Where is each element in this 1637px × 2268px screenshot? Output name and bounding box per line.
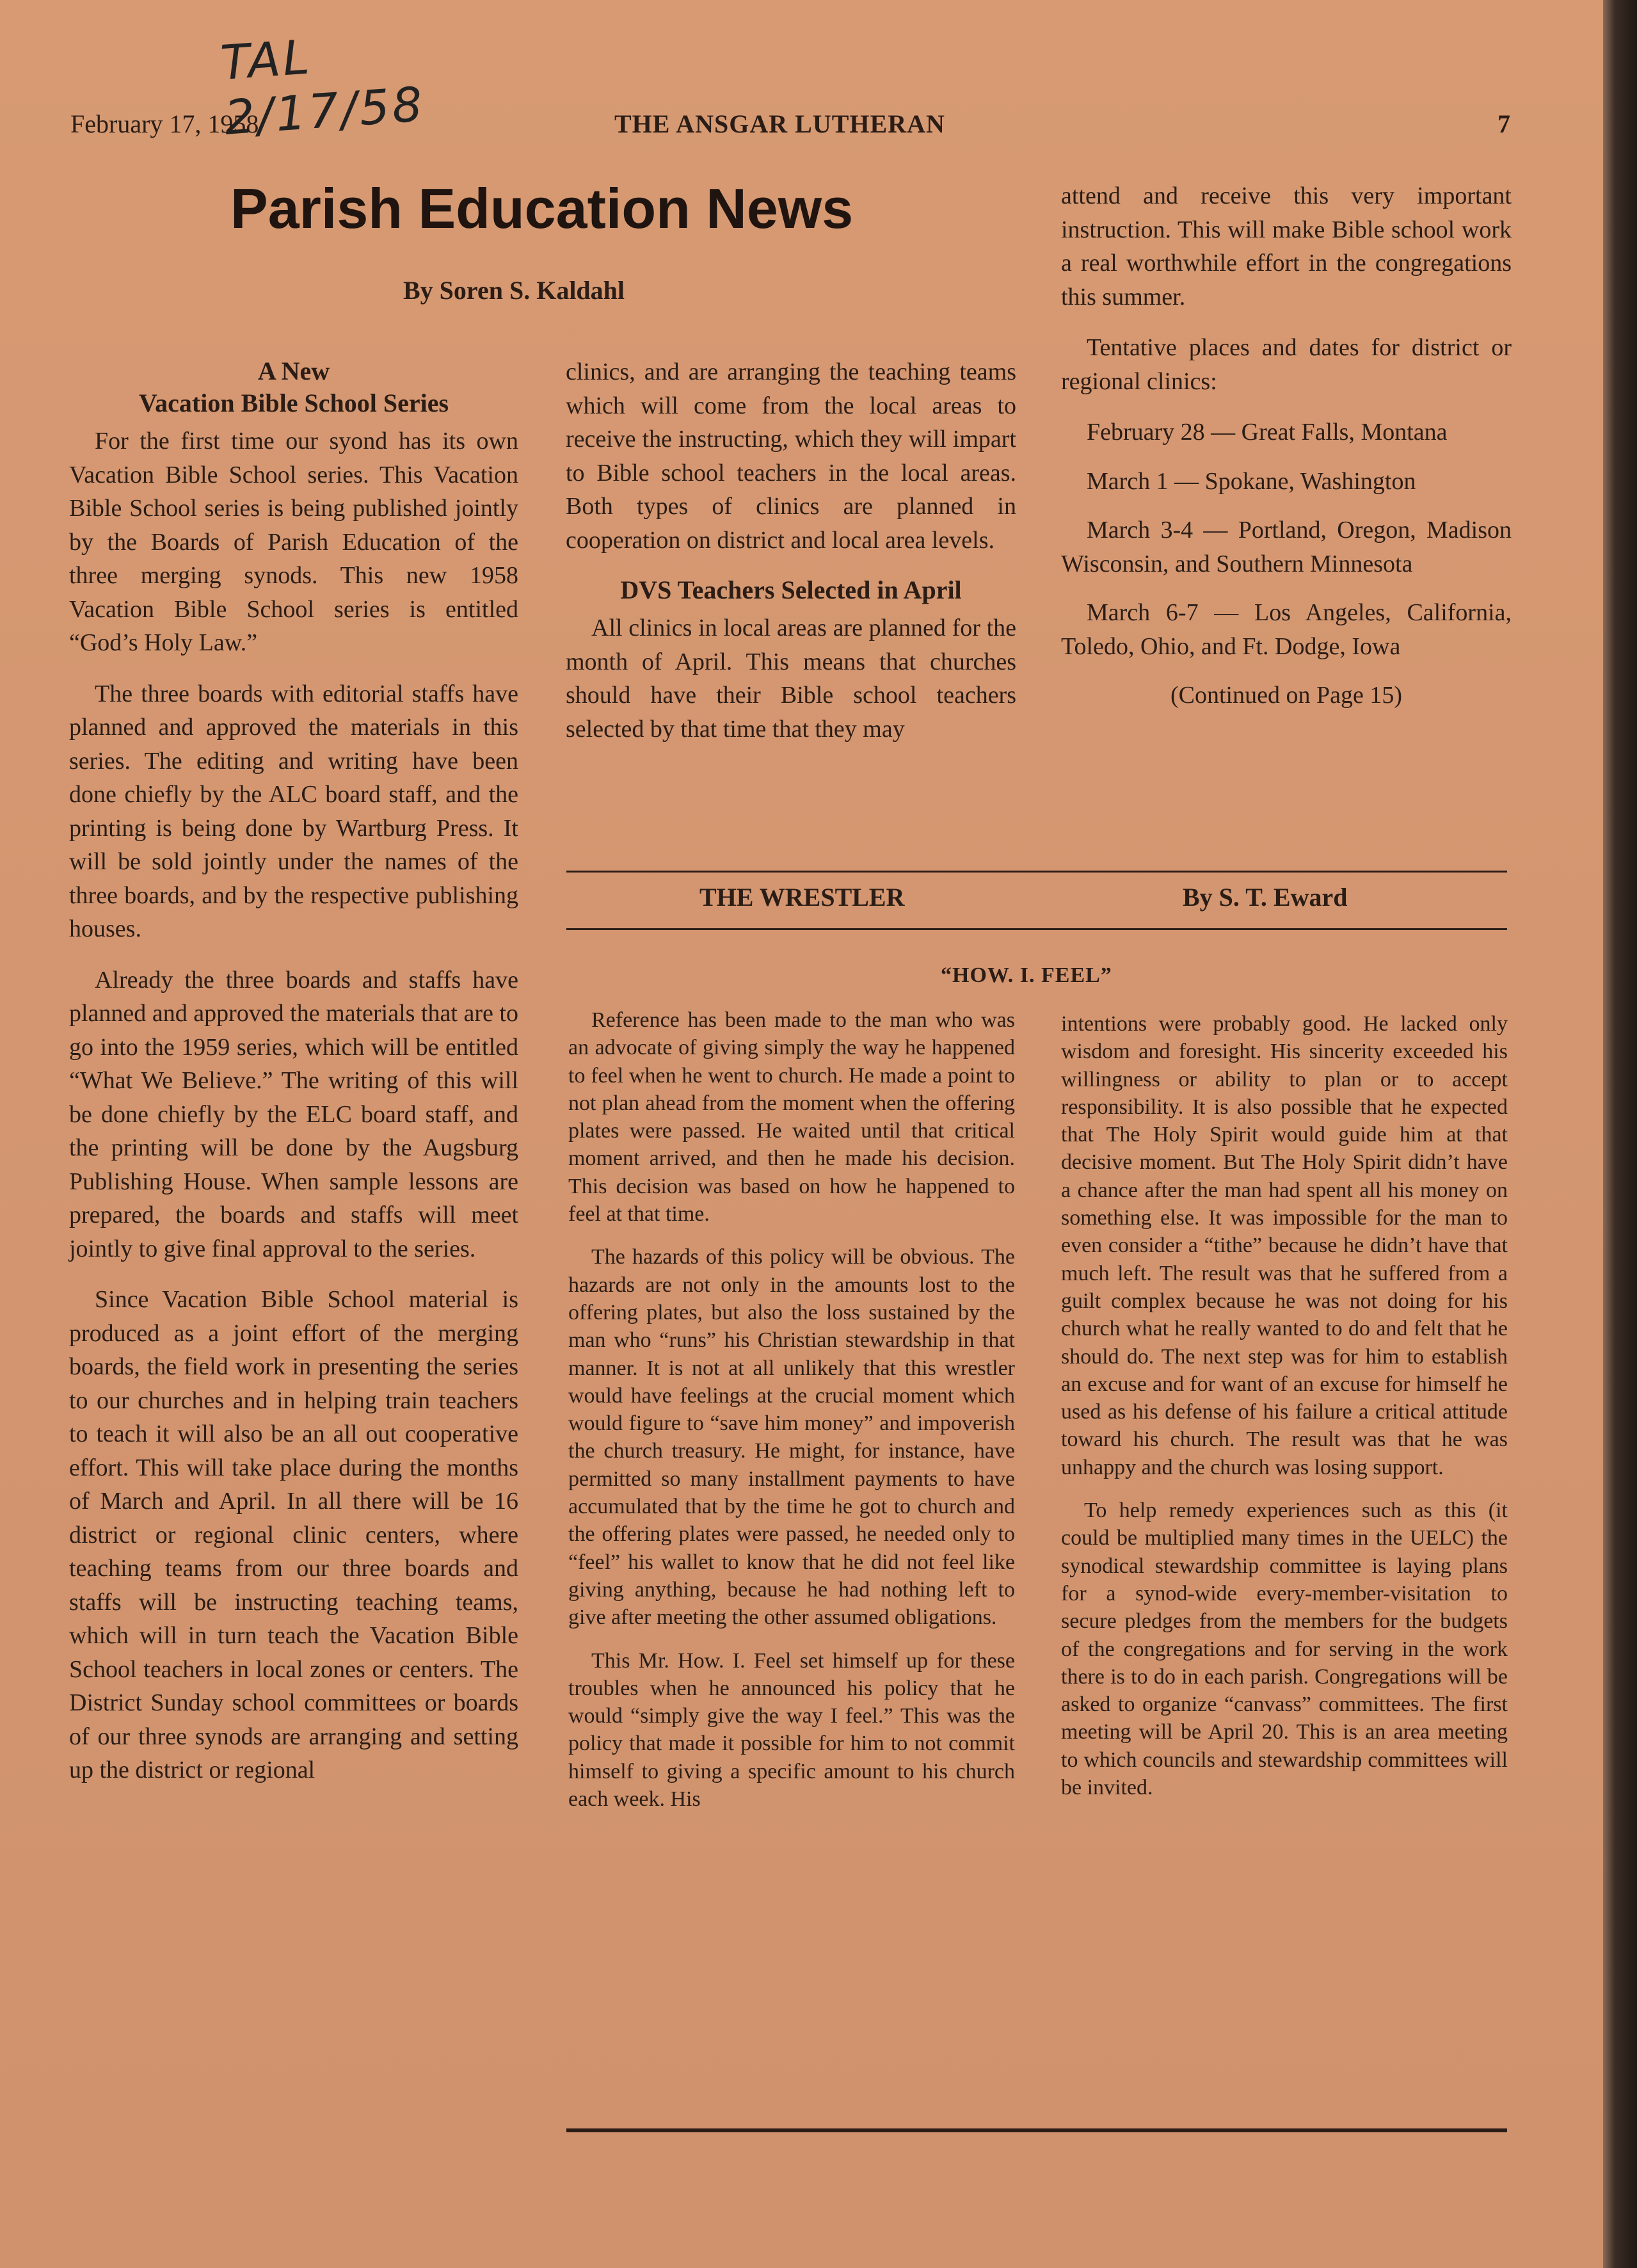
clinic-date: March 3-4 — Portland, Oregon, Madison Wisconsin, and Southern Minnesota: [1061, 517, 1512, 577]
page-bottom-rule: [566, 2128, 1507, 2132]
clinic-date: March 6-7 — Los Angeles, California, Toledo, Ohio, and Ft. Dodge, Iowa: [1061, 599, 1512, 660]
paragraph: intentions were probably good. He lacked only wisdom and foresight. His sincerity exceeded his willingness or ability to plan or to accept responsibility. It is also possible that he expected that The Holy Spirit would guide him at that decisive moment. But The Holy Spirit didn’t have a chance after the man had spent all his money on something else. It was impossible for the man to even consider a “tithe” because he didn’t have that much left. The result was that he suffered from a guilt complex because he was not doing for his church what he really wanted to do and felt that he should do. The next step was for him to establish an excuse and for want of an excuse for himself he used as his defense of his failure a critical attitude toward his church. The result was that he was unhappy and the church was losing support.: [1061, 1012, 1508, 1479]
masthead-date: February 17, 1958: [70, 109, 259, 138]
paragraph: Already the three boards and staffs have planned and approved the materials that are to go into the 1959 series, which will be entitled “What We Believe.” The writing of this will be done chiefly by the ELC board staff, and the printing will be done by the Augsburg Publishing House. When sample lessons are prepared, the boards and staffs will meet jointly to give final approval to the series.: [69, 966, 518, 1262]
section-heading: [69, 355, 518, 419]
article1-column-2: [566, 355, 1016, 763]
article1-column-1: [69, 355, 518, 1805]
section-heading-line1: A New: [257, 357, 330, 385]
article2-column-1: [568, 1006, 1015, 1828]
column-title: THE WRESTLER: [699, 883, 905, 912]
paragraph: To help remedy experiences such as this (it could be multiplied many times in the UELC) the synodical stewardship committee is laying plans for a synod-wide every-member-visitation to secure pledges from the members for the budgets of the congregations and for serving in the work there is to do in each parish. Congregations will be asked to organize “canvass” committees. The first meeting will be April 20. This is an area meeting to which councils and stewardship committees will be invited.: [1061, 1499, 1508, 1800]
column-byline: By S. T. Eward: [1183, 883, 1348, 912]
paragraph: The hazards of this policy will be obvious. The hazards are not only in the amounts lost to the offering plates, but also the loss sustained by the man who “runs” his Christian stewardship in that manner. It is not at all unlikely that this wrestler would have feelings at the crucial moment which would figure to “save him money” and impoverish the church treasury. He might, for instance, have permitted so many installment payments to have accumulated that by the time he got to church and the offering plates were passed, he needed only to “feel” his wallet to know that he did not feel like giving anything, because he had nothing left to give after meeting the other assumed obligations.: [568, 1245, 1015, 1630]
paragraph: Tentative places and dates for district or regional clinics:: [1061, 334, 1512, 395]
paragraph: For the first time our syond has its own Vacation Bible School series. This Vacation Bible School series is being published jointly by the Boards of Parish Education of the three merging synods. This new 1958 Vacation Bible School series is entitled “God’s Holy Law.”: [69, 428, 518, 656]
page-edge-shadow: [1603, 0, 1637, 2268]
article-subtitle: “HOW. I. FEEL”: [941, 963, 1112, 987]
clinic-date: February 28 — Great Falls, Montana: [1087, 419, 1448, 446]
article1-column-3: [1061, 179, 1512, 730]
section-heading: DVS Teachers Selected in April: [620, 575, 962, 604]
article2-column-2: [1061, 1010, 1508, 1817]
section-heading-line2: Vacation Bible School Series: [138, 389, 449, 417]
column-divider-bottom: [566, 928, 1507, 930]
article-headline: Parish Education News: [230, 177, 854, 240]
paragraph: Since Vacation Bible School material is produced as a joint effort of the merging boards, the field work in presenting the series to our churches and in helping train teachers to teach it will also be an all out cooperative effort. This will take place during the months of March and April. In all there will be 16 district or regional clinic centers, where teaching teams from our three boards and staffs will be instructing teaching teams, which will in turn teach the Vacation Bible School teachers in local zones or centers. The District Sunday school committees or boards of our three synods are arranging and setting up the district or regional: [69, 1286, 518, 1783]
masthead-page-number: 7: [1497, 109, 1510, 138]
paragraph: This Mr. How. I. Feel set himself up for these troubles when he announced his policy that he would “simply give the way I feel.” This was the policy that made it possible for him to not commit himself to giving a specific amount to his church each week. His: [568, 1648, 1015, 1812]
clinic-date: March 1 — Spokane, Washington: [1087, 467, 1416, 495]
handwritten-note: TAL 2/17/58: [219, 29, 427, 146]
paragraph: The three boards with editorial staffs have planned and approved the materials in this series. The editing and writing have been done chiefly by the ALC board staff, and the printing is being done by Wartburg Press. It will be sold jointly under the names of the three boards, and by the respective publishing houses.: [69, 680, 518, 942]
paragraph: Reference has been made to the man who was an advocate of giving simply the way he happened to feel when he went to church. He made a point to not plan ahead from the moment when the offering plates were passed. He waited until that critical moment arrived, and then he made his decision. This decision was based on how he happened to feel at that time.: [568, 1008, 1015, 1226]
column-divider-top: [566, 871, 1507, 873]
masthead-publication: THE ANSGAR LUTHERAN: [614, 109, 945, 138]
paragraph: clinics, and are arranging the teaching teams which will come from the local areas to receive the instructing, which they will impart to Bible school teachers in the local areas. Both types of clinics are planned in cooperation on district and local area levels.: [566, 358, 1016, 554]
continued-note: (Continued on Page 15): [1170, 682, 1402, 709]
article-byline: By Soren S. Kaldahl: [403, 276, 625, 305]
paragraph: attend and receive this very important instruction. This will make Bible school work a real worthwhile effort in the congregations this summer.: [1061, 182, 1512, 310]
paragraph: All clinics in local areas are planned for the month of April. This means that churches should have their Bible school teachers selected by that time that they may: [566, 615, 1016, 743]
